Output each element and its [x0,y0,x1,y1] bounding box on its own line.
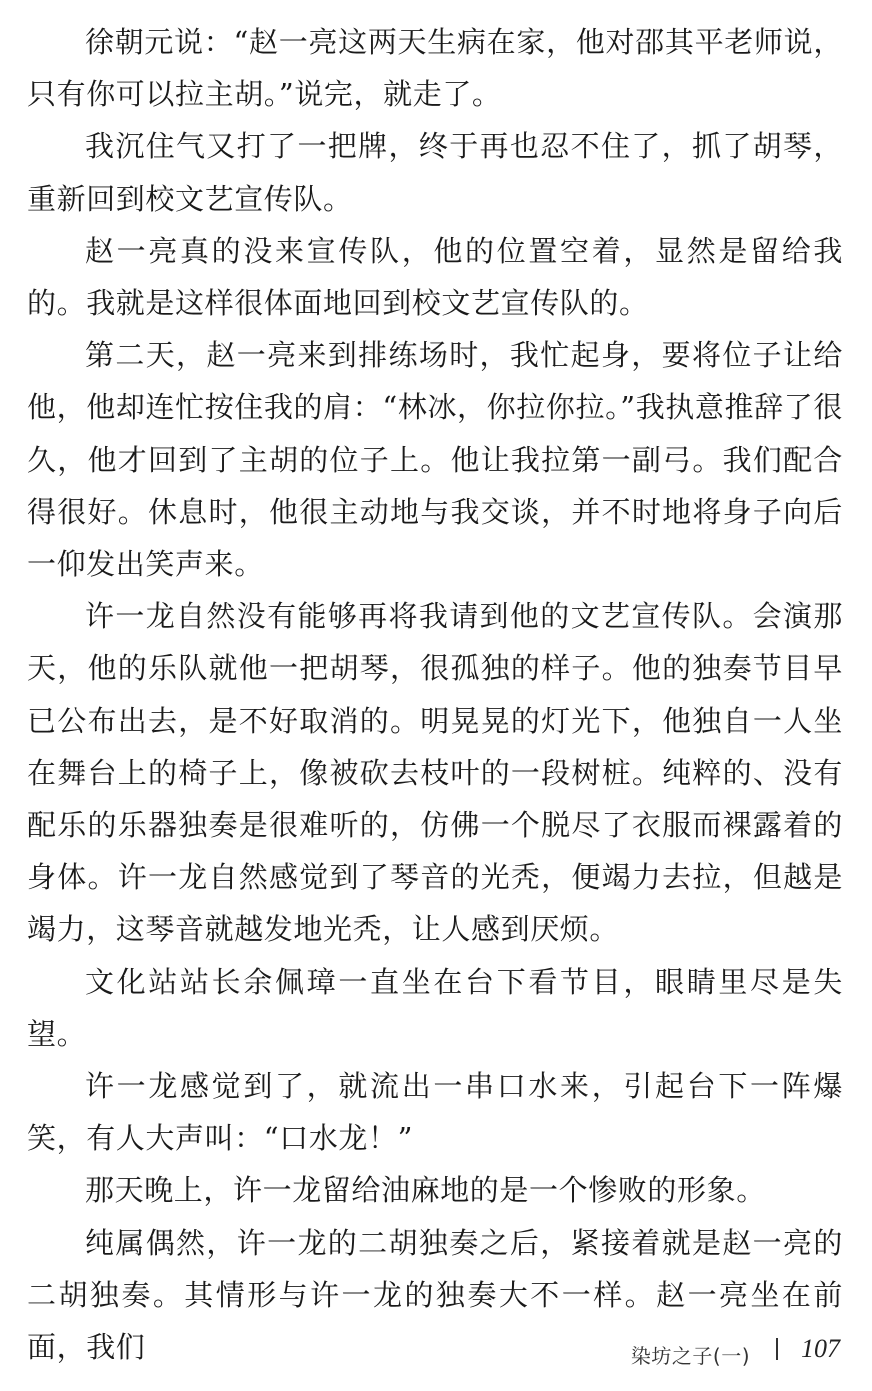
body-text [27,16,843,1373]
paragraph: 纯属偶然，许一龙的二胡独奏之后，紧接着就是赵一亮的二胡独奏。其情形与许一龙的独奏大不一样。赵一亮坐在前面，我们 [27,1225,843,1365]
paragraph: 赵一亮真的没来宣传队，他的位置空着，显然是留给我的。我就是这样很体面地回到校文艺宣传队的。 [27,233,843,321]
paragraph: 许一龙自然没有能够再将我请到他的文艺宣传队。会演那天，他的乐队就他一把胡琴，很孤独的样子。他的独奏节目早已公布出去，是不好取消的。明晃晃的灯光下，他独自一人坐在舞台上的椅子上，像被砍去枝叶的一段树桩。纯粹的、没有配乐的乐器独奏是很难听的，仿佛一个脱尽了衣服而裸露着的身体。许一龙自然感觉到了琴音的光秃，便竭力去拉，但越是竭力，这琴音就越发地光秃，让人感到厌烦。 [27,599,843,947]
page-number: 107 [801,1334,840,1363]
footer-divider [776,1338,778,1360]
paragraph: 我沉住气又打了一把牌，终于再也忍不住了，抓了胡琴，重新回到校文艺宣传队。 [27,129,843,216]
paragraph: 那天晚上，许一龙留给油麻地的是一个惨败的形象。 [85,1173,766,1208]
running-head: 染坊之子(一) [630,1344,750,1368]
paragraph: 许一龙感觉到了，就流出一串口水来，引起台下一阵爆笑，有人大声叫：“口水龙！” [27,1069,843,1156]
paragraph: 第二天，赵一亮来到排练场时，我忙起身，要将位子让给他，他却连忙按住我的肩：“林冰，你拉你拉。”我执意推辞了很久，他才回到了主胡的位子上。他让我拉第一副弓。我们配合得很好。休息时，他很主动地与我交谈，并不时地将身子向后一仰发出笑声来。 [27,338,843,582]
paragraph: 徐朝元说：“赵一亮这两天生病在家，他对邵其平老师说，只有你可以拉主胡。”说完，就走了。 [27,25,843,112]
paragraph: 文化站站长余佩璋一直坐在台下看节目，眼睛里尽是失望。 [27,964,843,1051]
page-footer [0,1332,842,1372]
